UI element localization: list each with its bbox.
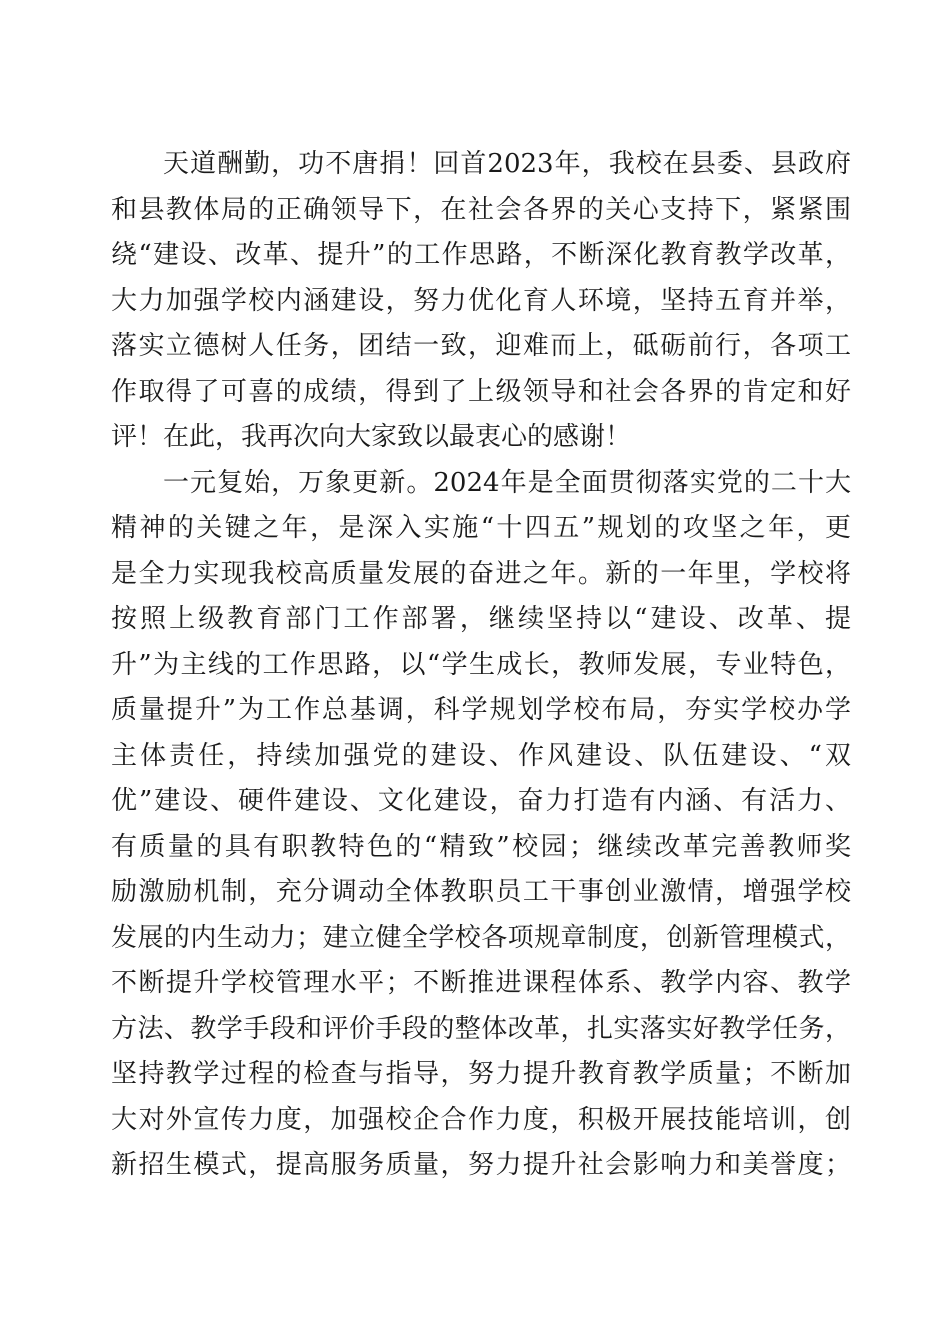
paragraph-1-line-5: 落实立德树人任务，团结一致，迎难而上，砥砺前行，各项工 (111, 331, 851, 361)
paragraph-2-line-3: 是全力实现我校高质量发展的奋进之年。新的一年里，学校将 (111, 558, 851, 589)
paragraph-2-line-15: 大对外宣传力度，加强校企合作力度，积极开展技能培训，创 (111, 1104, 851, 1135)
paragraph-2-line-11: 发展的内生动力；建立健全学校各项规章制度，创新管理模式， (111, 922, 851, 953)
paragraph-2-line-10: 励激励机制，充分调动全体教职员工干事创业激情，增强学校 (111, 877, 851, 907)
paragraph-2-line-16: 新招生模式，提高服务质量，努力提升社会影响力和美誉度； (111, 1150, 851, 1180)
paragraph-2-line-6: 质量提升”为工作总基调，科学规划学校布局，夯实学校办学 (111, 695, 851, 725)
paragraph-2-line-7: 主体责任，持续加强党的建设、作风建设、队伍建设、“双 (111, 740, 851, 771)
paragraph-1-line-7: 评！在此，我再次向大家致以最衷心的感谢！ (111, 422, 632, 452)
paragraph-2-line-13: 方法、教学手段和评价手段的整体改革，扎实落实好教学任务， (111, 1013, 851, 1044)
document-body (111, 142, 851, 1189)
paragraph-2-line-5: 升”为主线的工作思路，以“学生成长，教师发展，专业特色， (111, 649, 851, 680)
paragraph-2-line-4: 按照上级教育部门工作部署，继续坚持以“建设、改革、提 (111, 604, 851, 634)
paragraph-2-line-14: 坚持教学过程的检查与指导，努力提升教育教学质量；不断加 (111, 1059, 851, 1089)
paragraph-1-line-2: 和县教体局的正确领导下，在社会各界的关心支持下，紧紧围 (111, 194, 851, 225)
paragraph-1-line-3: 绕“建设、改革、提升”的工作思路，不断深化教育教学改革， (111, 240, 851, 270)
paragraph-1-line-4: 大力加强学校内涵建设，努力优化育人环境，坚持五育并举， (111, 285, 851, 316)
paragraph-2-line-12: 不断提升学校管理水平；不断推进课程体系、教学内容、教学 (111, 968, 851, 998)
paragraph-2-line-9: 有质量的具有职教特色的“精致”校园；继续改革完善教师奖 (111, 831, 851, 862)
paragraph-2-line-1: 一元复始，万象更新。2024年是全面贯彻落实党的二十大 (163, 467, 851, 498)
paragraph-2-line-8: 优”建设、硬件建设、文化建设，奋力打造有内涵、有活力、 (111, 786, 851, 816)
paragraph-1-line-6: 作取得了可喜的成绩，得到了上级领导和社会各界的肯定和好 (111, 376, 851, 407)
paragraph-2-line-2: 精神的关键之年，是深入实施“十四五”规划的攻坚之年，更 (111, 513, 851, 543)
paragraph-1-line-1: 天道酬勤，功不唐捐！回首2023年，我校在县委、县政府 (163, 149, 851, 179)
